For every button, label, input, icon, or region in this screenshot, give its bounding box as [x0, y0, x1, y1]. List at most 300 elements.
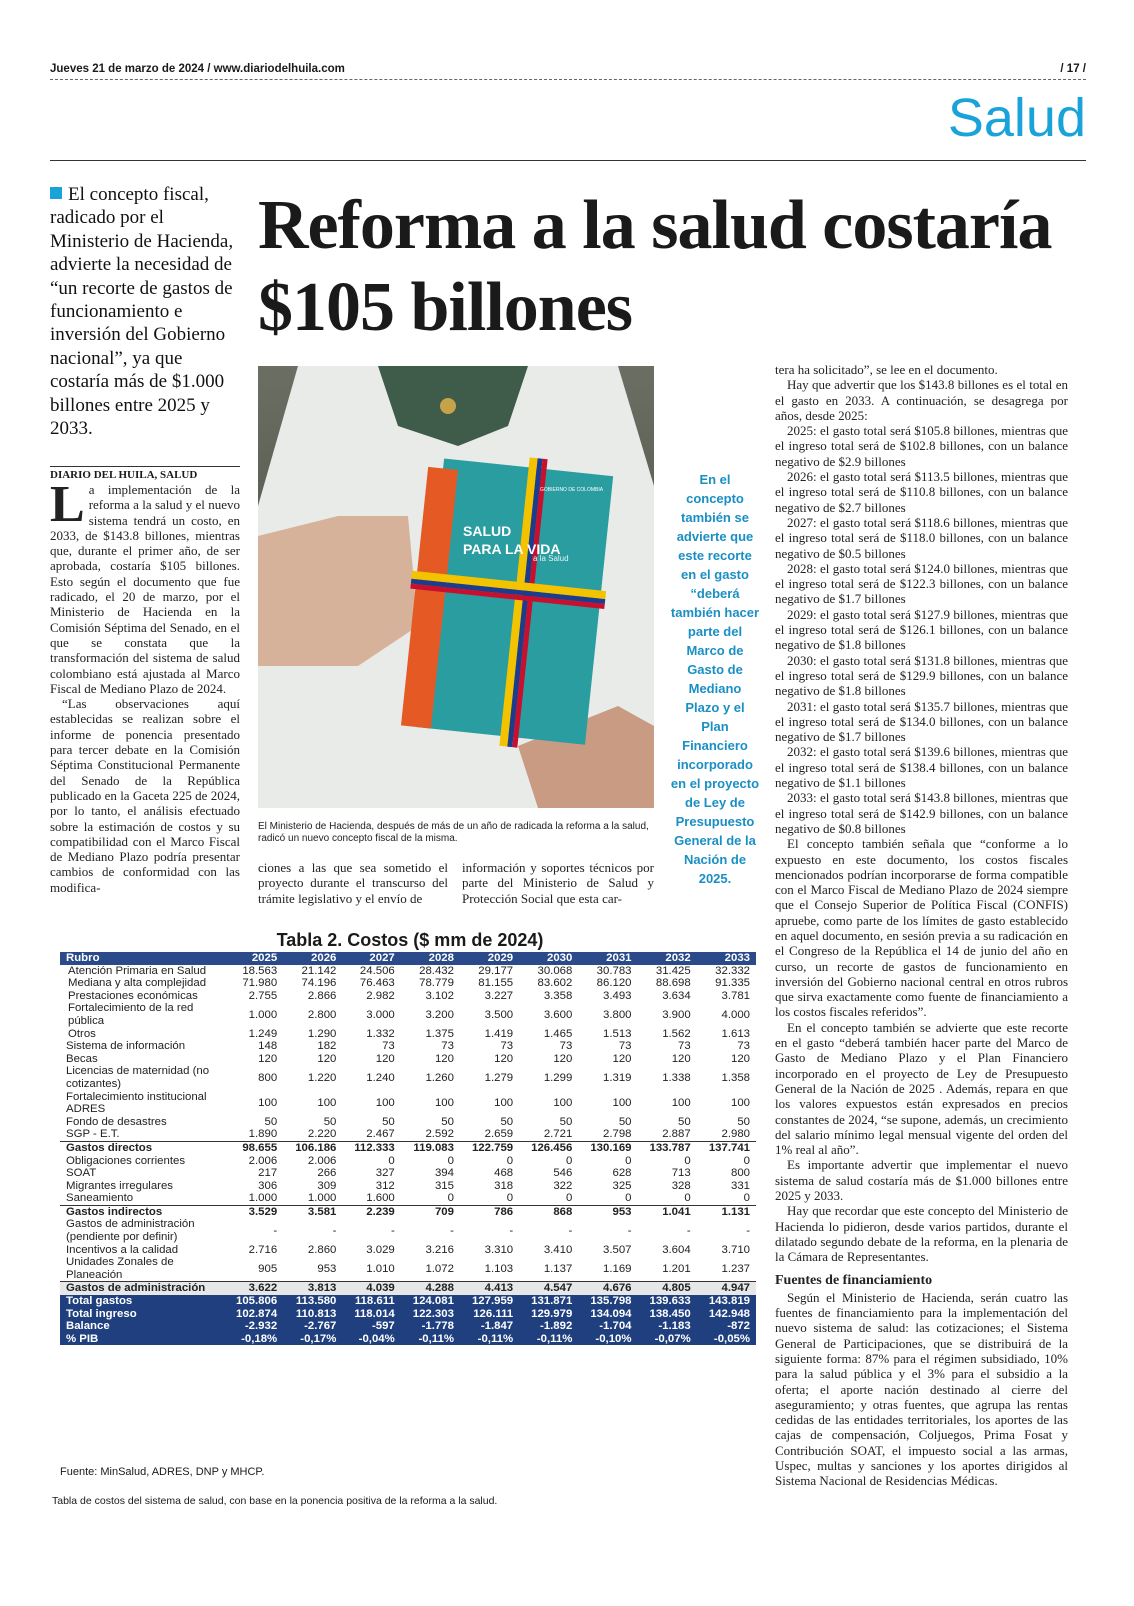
- table-cell: 1.419: [484, 1027, 514, 1040]
- table-cell: 2.982: [366, 989, 395, 1002]
- table-row: [60, 1333, 756, 1346]
- table-cell: 1.220: [307, 1071, 337, 1084]
- table-row: [60, 1091, 756, 1116]
- book-publisher: GOBIERNO DE COLOMBIA: [540, 487, 604, 493]
- table-row-label: Becas: [66, 1052, 98, 1065]
- table-cell: 2.721: [543, 1128, 573, 1141]
- table-cell: 1.000: [248, 1192, 278, 1205]
- table-cell: 1.131: [697, 1205, 756, 1218]
- table-cell: 3.900: [662, 1008, 691, 1021]
- table-cell: 2.980: [721, 1128, 750, 1141]
- lead-summary: [50, 183, 240, 440]
- article-paragraph: Hay que recordar que este concepto del Ministerio de Hacienda lo pidieron, desde varios partidos, durante el dilatado segundo debate de la reforma, en la plenaria de la Cámara de Representantes.: [775, 1203, 1068, 1265]
- table-cell: 127.959: [460, 1295, 519, 1308]
- year-item: 2033: el gasto total será $143.8 billones, mientras que el ingreso total será de $142.9 billones, con un balance negativo de $0.8 billones: [775, 790, 1068, 836]
- table-cell: 130.169: [578, 1141, 637, 1154]
- table-row: [60, 1065, 756, 1090]
- book-title-line-1: SALUD: [463, 523, 512, 539]
- table-row-label: Atención Primaria en Salud: [68, 964, 207, 977]
- table-cell: -0,11%: [519, 1333, 578, 1346]
- table-cell: 88.698: [655, 977, 691, 990]
- table-cell: 1.041: [638, 1205, 697, 1218]
- table-row: [60, 1167, 756, 1180]
- table-cell: 118.014: [342, 1308, 400, 1321]
- table-cell: 1.375: [425, 1027, 454, 1040]
- table-cell: 1.319: [603, 1071, 632, 1084]
- table-cell: 29.177: [478, 964, 514, 977]
- table-cell: 50: [618, 1115, 632, 1128]
- article-paragraph: a implementación de la reforma a la salud y el nuevo sistema tendrá un costo, en 2033, de $143.8 billones, mientras que, durante el primer año, de ser aprobada, costaría $105 billones. Esto según el documento que fue radicado, el 20 de marzo, por el Ministerio de Hacienda en la Comisión Séptima del Senado, en el que se constata que la transformación del sistema de salud colombiano está ajustada al Marco Fiscal de Mediano Plazo de 2024.: [50, 482, 240, 696]
- article-paragraph: Es importante advertir que implementar el nuevo sistema de salud costaría más de $1.000 billones entre 2025 y 2033.: [775, 1157, 1068, 1204]
- table-cell: 30.068: [537, 964, 573, 977]
- table-row-label: SOAT: [66, 1167, 97, 1180]
- table-cell: 1.358: [721, 1071, 750, 1084]
- table-cell: 4.676: [578, 1282, 637, 1295]
- table-row-label: SGP - E.T.: [66, 1128, 120, 1141]
- table-cell: 2.860: [307, 1243, 337, 1256]
- table-cell: 0: [506, 1154, 514, 1167]
- table-cell: 322: [553, 1179, 573, 1192]
- table-cell: 3.310: [484, 1243, 514, 1256]
- table-row-label: Otros: [68, 1027, 96, 1040]
- table-row-label: % PIB: [60, 1333, 224, 1346]
- year-item: 2030: el gasto total será $131.8 billones, mientras que el ingreso total será de $129.9 billones, con un balance negativo de $1.8 billones: [775, 652, 1068, 699]
- table-cell: 0: [565, 1192, 573, 1205]
- year-item: 2027: el gasto total será $118.6 billones, mientras que el ingreso total será de $118.0 billones, con un balance negativo de $0.5 billones: [775, 514, 1068, 561]
- table-cell: 2.467: [366, 1128, 395, 1141]
- table-cell: 18.563: [242, 964, 278, 977]
- table-cell: -: [332, 1224, 337, 1237]
- table-cell: 327: [375, 1167, 395, 1180]
- table-cell: 21.142: [301, 964, 337, 977]
- table-row: [60, 1155, 756, 1168]
- table-cell: -: [746, 1224, 750, 1237]
- table-cell: 1.465: [543, 1027, 573, 1040]
- table-row: [60, 1128, 756, 1141]
- byline: DIARIO DEL HUILA, SALUD: [50, 466, 240, 481]
- table-row: [60, 1002, 756, 1027]
- table-cell: 3.029: [366, 1243, 395, 1256]
- table-cell: 50: [264, 1115, 278, 1128]
- table-cell: -2.932: [224, 1320, 283, 1333]
- table-cell: 800: [258, 1071, 278, 1084]
- table-column-header: 2026: [283, 952, 342, 965]
- table-cell: 309: [317, 1179, 337, 1192]
- table-cell: 50: [559, 1115, 573, 1128]
- article-paragraph: Hay que advertir que los $143.8 billones es el total en el gasto en 2033. A continuación, se desagrega por años, desde 2025:: [775, 377, 1068, 423]
- table-cell: 2.006: [307, 1154, 337, 1167]
- table-cell: 1.000: [307, 1192, 337, 1205]
- table-cell: 905: [258, 1262, 278, 1275]
- table-cell: 1.000: [248, 1008, 278, 1021]
- table-cell: 1.010: [366, 1262, 395, 1275]
- table-cell: 3.600: [543, 1008, 573, 1021]
- bullet-square-icon: [50, 187, 62, 199]
- table-row: [60, 965, 756, 978]
- table-cell: 100: [258, 1096, 278, 1109]
- table-cell: 81.155: [478, 977, 514, 990]
- table-cell: 73: [500, 1040, 514, 1053]
- table-row: [60, 1256, 756, 1282]
- table-cell: 71.980: [242, 977, 278, 990]
- table-row-label: Licencias de maternidad (no cotizantes): [66, 1065, 210, 1090]
- table-row-label: Total ingreso: [60, 1308, 224, 1321]
- table-cell: -: [273, 1224, 278, 1237]
- table-cell: 142.948: [697, 1308, 756, 1321]
- table-cell: 31.425: [655, 964, 691, 977]
- table-row: [60, 1320, 756, 1333]
- table-cell: 331: [730, 1179, 750, 1192]
- table-cell: 1.279: [484, 1071, 514, 1084]
- table-cell: 1.249: [248, 1027, 278, 1040]
- table-caption: Tabla de costos del sistema de salud, con base en la ponencia positiva de la reforma a la salud.: [52, 1495, 498, 1507]
- headline: Reforma a la salud costaría $105 billones: [258, 187, 1052, 346]
- table-cell: 124.081: [401, 1295, 460, 1308]
- table-cell: 131.871: [519, 1295, 578, 1308]
- table-cell: 3.813: [283, 1282, 342, 1295]
- table-cell: 50: [737, 1115, 750, 1128]
- table-cell: 800: [730, 1167, 750, 1180]
- table-cell: 4.288: [401, 1282, 460, 1295]
- table-row: [60, 1028, 756, 1041]
- table-cell: 306: [258, 1179, 278, 1192]
- table-cell: 1.613: [721, 1027, 750, 1040]
- table-cell: 78.779: [419, 977, 454, 990]
- table-cell: 786: [460, 1205, 519, 1218]
- table-cell: 0: [625, 1154, 632, 1167]
- table-cell: 120: [375, 1052, 395, 1065]
- photo-caption: El Ministerio de Hacienda, después de más de un año de radicada la reforma a la salud, radicó un nuevo concepto fiscal de la misma.: [258, 821, 649, 844]
- page-number: / 17 /: [1060, 63, 1086, 75]
- table-cell: 50: [678, 1115, 691, 1128]
- table-cell: 2.798: [603, 1128, 632, 1141]
- article-column-1: [50, 476, 240, 895]
- header-date-site: Jueves 21 de marzo de 2024 / www.diariodelhuila.com: [50, 63, 345, 75]
- table-cell: 3.102: [425, 989, 454, 1002]
- table-cell: 0: [447, 1192, 454, 1205]
- table-cell: 139.633: [638, 1295, 697, 1308]
- table-cell: 3.800: [603, 1008, 632, 1021]
- table-cell: 3.622: [224, 1282, 283, 1295]
- table-cell: 50: [500, 1115, 514, 1128]
- costs-table: [60, 952, 756, 1345]
- table-row-label: Fortalecimiento institucional ADRES: [66, 1090, 207, 1116]
- table-cell: 2.716: [248, 1243, 278, 1256]
- table-cell: -0,07%: [638, 1333, 697, 1346]
- table-row: [60, 1040, 756, 1053]
- table-row: [60, 977, 756, 990]
- table-cell: 182: [317, 1040, 337, 1053]
- pull-quote: En el concepto también se advierte que este recorte en el gasto “deberá también hacer parte del Marco de Gasto de Mediano Plazo y el Plan Financiero incorporado en el proyecto de Ley de Presupuesto General de la Nación de 2025.: [670, 472, 760, 886]
- table-cell: 868: [519, 1205, 578, 1218]
- table-cell: 713: [671, 1167, 691, 1180]
- table-cell: 100: [434, 1096, 454, 1109]
- table-column-header: 2025: [224, 952, 283, 965]
- article-column-2: [258, 860, 448, 906]
- table-row: [60, 1141, 756, 1154]
- table-cell: -2.767: [283, 1320, 342, 1333]
- table-cell: 143.819: [697, 1295, 756, 1308]
- table-cell: 628: [612, 1167, 632, 1180]
- header-divider: [50, 79, 1086, 80]
- table-row-label: Total gastos: [60, 1295, 224, 1308]
- table-cell: 120: [730, 1052, 750, 1065]
- table-cell: 120: [671, 1052, 691, 1065]
- table-cell: 1.513: [603, 1027, 632, 1040]
- table-cell: 328: [671, 1179, 691, 1192]
- table-cell: 148: [258, 1040, 278, 1053]
- table-cell: -0,11%: [401, 1333, 460, 1346]
- table-cell: 126.456: [519, 1141, 578, 1154]
- photo-illustration: [258, 366, 654, 808]
- table-row: [60, 1053, 756, 1066]
- table-cell: 24.506: [359, 964, 395, 977]
- table-cell: 100: [375, 1096, 395, 1109]
- table-cell: 91.335: [715, 977, 750, 990]
- table-cell: 133.787: [638, 1141, 697, 1154]
- article-paragraph: “Las observaciones aquí establecidas se realizan sobre el informe de ponencia presentado para tercer debate en la Comisión Séptima Constitucional Permanente del Senado de la República publicado en la Gaceta 225 de 2024, por lo tanto, el análisis efectuado sobre la estimación de costos y su compatibilidad con el Marco Fiscal de Mediano Plazo podría presentar cambios de conformidad con las modifica-: [50, 696, 240, 895]
- year-item: 2025: el gasto total será $105.8 billones, mientras que el ingreso total será de $102.8 billones, con un balance negativo de $2.9 billones: [775, 423, 1068, 469]
- table-column-header: 2028: [401, 952, 460, 965]
- table-cell: 266: [317, 1167, 337, 1180]
- table-row: [60, 1180, 756, 1193]
- subheading: Fuentes de financiamiento: [775, 1272, 933, 1288]
- table-row: [60, 1205, 756, 1218]
- table-cell: 1.562: [662, 1027, 691, 1040]
- table-row-label: Gastos directos: [60, 1141, 224, 1154]
- table-cell: 134.094: [578, 1308, 637, 1321]
- table-cell: 318: [494, 1179, 514, 1192]
- table-cell: 217: [258, 1167, 278, 1180]
- table-cell: 30.783: [596, 964, 632, 977]
- table-cell: 120: [258, 1052, 278, 1065]
- table-cell: -1.183: [638, 1320, 697, 1333]
- table-cell: 3.581: [283, 1205, 342, 1218]
- table-cell: 3.604: [662, 1243, 691, 1256]
- table-row: [60, 1244, 756, 1257]
- table-cell: 3.200: [425, 1008, 454, 1021]
- table-cell: -0,10%: [578, 1333, 637, 1346]
- article-paragraph: Según el Ministerio de Hacienda, serán cuatro las fuentes de financiamiento para la implementación del nuevo sistema de salud: las cotizaciones; el Sistema General de Participaciones, que se distribuirá de la siguiente forma: 87% para el régimen subsidiado, 10% para la salud pública y el 3% para el subsidio a la oferta; el aporte nación destinado al cierre del aseguramiento; y otras fuentes, que agrupa las rentas cedidas de las entidades territoriales, los aportes de las cajas de compensación, Coljuegos, Prima Fosat y Contribución SOAT, el impuesto social a las armas, Uspec, multas y sanciones y los aportes dirigidos al Sistema Nacional de Residencias Médicas.: [775, 1289, 1068, 1489]
- table-cell: 2.659: [484, 1128, 514, 1141]
- table-cell: 3.710: [721, 1243, 750, 1256]
- table-cell: 106.186: [283, 1141, 342, 1154]
- table-cell: 2.006: [248, 1154, 278, 1167]
- table-cell: -1.847: [460, 1320, 519, 1333]
- year-item: 2029: el gasto total será $127.9 billones, mientras que el ingreso total será de $126.1 billones, con un balance negativo de $1.8 billones: [775, 606, 1068, 653]
- table-cell: 4.039: [342, 1282, 400, 1295]
- table-cell: 100: [612, 1096, 632, 1109]
- table-cell: 113.580: [283, 1295, 342, 1308]
- table-cell: 1.600: [366, 1192, 395, 1205]
- table-cell: -1.778: [401, 1320, 460, 1333]
- table-cell: 2.239: [342, 1205, 400, 1218]
- table-cell: 100: [730, 1096, 750, 1109]
- table-cell: 118.611: [342, 1295, 400, 1308]
- table-header-row: [60, 952, 756, 965]
- table-cell: 3.493: [603, 989, 632, 1002]
- table-cell: 3.507: [603, 1243, 632, 1256]
- lead-text: El concepto fiscal, radicado por el Ministerio de Hacienda, advierte la necesidad de “un recorte de gastos de funcionamiento e inversión del Gobierno nacional”, ya que costaría más de $1.000 billones entre 2025 y 2033.: [50, 184, 234, 440]
- article-paragraph: El concepto también señala que “conforme a lo expuesto en este documento, los costos fiscales mencionados podrían incorporarse de forma compatible con el Marco Fiscal de Mediano Plazo de 2024 siempre que el Consejo Superior de Política Fiscal (CONFIS) apruebe, como parte de los límites de gasto establecido en aquel documento, en sesión previa a su radicación en el Congreso de la República el 14 de junio del año en curso, un recorte de gastos de funcionamiento en inversión del Gobierno nacional central en otros rubros que sirva exactamente como fuente de financiamiento a los costos fiscales referidos”.: [775, 836, 1068, 1020]
- table-cell: -: [627, 1224, 632, 1237]
- table-cell: 2.866: [307, 989, 337, 1002]
- table-cell: 110.813: [283, 1308, 342, 1321]
- table-row-label: Incentivos a la calidad: [66, 1243, 179, 1256]
- table-cell: 3.227: [484, 989, 514, 1002]
- table-column-header: Rubro: [60, 952, 224, 965]
- table-cell: 73: [382, 1040, 395, 1053]
- table-cell: 1.201: [662, 1262, 691, 1275]
- table-row-label: Obligaciones corrientes: [66, 1154, 186, 1167]
- section-title: Salud: [947, 88, 1086, 148]
- table-row-label: Prestaciones económicas: [68, 989, 198, 1002]
- table-cell: 1.260: [425, 1071, 454, 1084]
- table-row: [60, 990, 756, 1003]
- table-column-header: 2027: [342, 952, 400, 965]
- table-cell: 468: [494, 1167, 514, 1180]
- article-paragraph: información y soportes técnicos por parte del Ministerio de Salud y Protección Social que esta car-: [462, 860, 654, 906]
- table-cell: 4.000: [721, 1008, 750, 1021]
- table-cell: 1.299: [543, 1071, 573, 1084]
- table-row-label: Fortalecimiento de la red pública: [68, 1002, 194, 1027]
- table-row-label: Balance: [60, 1320, 224, 1333]
- table-cell: 137.741: [697, 1141, 756, 1154]
- table-column-header: 2029: [460, 952, 519, 965]
- table-source: Fuente: MinSalud, ADRES, DNP y MHCP.: [60, 1466, 265, 1478]
- table-cell: 28.432: [419, 964, 454, 977]
- table-row: [60, 1282, 756, 1295]
- year-item: 2032: el gasto total será $139.6 billones, mientras que el ingreso total será de $138.4 billones, con un balance negativo de $1.1 billones: [775, 744, 1068, 791]
- table-cell: 73: [618, 1040, 632, 1053]
- table-row-label: Unidades Zonales de Planeación: [66, 1256, 174, 1281]
- table-cell: 126.111: [460, 1308, 519, 1321]
- year-item: 2031: el gasto total será $135.7 billones, mientras que el ingreso total será de $134.0 billones, con un balance negativo de $1.7 billones: [775, 698, 1068, 745]
- table-cell: -: [568, 1224, 573, 1237]
- table-cell: -872: [697, 1320, 756, 1333]
- table-cell: 50: [323, 1115, 337, 1128]
- table-cell: 1.890: [248, 1128, 278, 1141]
- table-row-label: Gastos de administración (pendiente por definir): [66, 1218, 195, 1244]
- table-cell: 1.290: [307, 1027, 337, 1040]
- table-cell: 546: [553, 1167, 573, 1180]
- table-cell: 3.529: [224, 1205, 283, 1218]
- table-cell: 0: [743, 1154, 750, 1167]
- table-cell: 0: [388, 1154, 395, 1167]
- table-cell: 100: [553, 1096, 573, 1109]
- table-row: [60, 1116, 756, 1129]
- book-title-line-2: PARA LA VIDA: [463, 541, 561, 557]
- table-cell: 0: [447, 1154, 454, 1167]
- dropcap: L: [50, 476, 85, 533]
- table-cell: 76.463: [359, 977, 395, 990]
- table-cell: 4.947: [697, 1282, 756, 1295]
- table-row: [60, 1192, 756, 1205]
- table-column-header: 2031: [578, 952, 637, 965]
- table-row-label: Saneamiento: [66, 1192, 134, 1205]
- table-cell: 2.755: [248, 989, 278, 1002]
- table-cell: -0,11%: [460, 1333, 519, 1346]
- table-cell: 3.358: [543, 989, 573, 1002]
- table-cell: 73: [441, 1040, 454, 1053]
- table-column-header: 2030: [519, 952, 578, 965]
- section-rule: [50, 160, 1086, 161]
- table-cell: 315: [434, 1179, 454, 1192]
- table-cell: 0: [743, 1192, 750, 1205]
- table-cell: 50: [441, 1115, 454, 1128]
- table-cell: 2.220: [307, 1128, 337, 1141]
- table-cell: 119.083: [401, 1141, 460, 1154]
- table-cell: 394: [434, 1167, 454, 1180]
- table-row: [60, 1295, 756, 1308]
- table-cell: -: [450, 1224, 454, 1237]
- table-cell: 3.781: [721, 989, 750, 1002]
- table-row-label: Gastos de administración: [60, 1282, 224, 1295]
- table-cell: -1.892: [519, 1320, 578, 1333]
- table-cell: 1.338: [662, 1071, 691, 1084]
- article-paragraph: ciones a las que sea sometido el proyecto durante el transcurso del trámite legislativo y el envío de: [258, 860, 448, 906]
- table-cell: 4.413: [460, 1282, 519, 1295]
- table-cell: 112.333: [342, 1141, 400, 1154]
- table-cell: 953: [317, 1262, 337, 1275]
- table-cell: 73: [559, 1040, 573, 1053]
- table-cell: 2.592: [425, 1128, 454, 1141]
- table-cell: 32.332: [715, 964, 750, 977]
- year-item: 2028: el gasto total será $124.0 billones, mientras que el ingreso total será de $122.3 billones, con un balance negativo de $1.7 billones: [775, 560, 1068, 607]
- table-cell: 2.887: [662, 1128, 691, 1141]
- book-subtitle: a la Salud: [533, 554, 569, 563]
- table-cell: 4.805: [638, 1282, 697, 1295]
- table-cell: 100: [494, 1096, 514, 1109]
- table-cell: -597: [342, 1320, 400, 1333]
- table-cell: 709: [401, 1205, 460, 1218]
- table-cell: -0,17%: [283, 1333, 342, 1346]
- table-cell: 122.759: [460, 1141, 519, 1154]
- table-cell: 1.103: [484, 1262, 514, 1275]
- table-cell: 74.196: [301, 977, 337, 990]
- table-cell: 86.120: [596, 977, 632, 990]
- table-cell: 83.602: [537, 977, 573, 990]
- article-column-right: [775, 362, 1068, 1489]
- article-paragraph: tera ha solicitado”, se lee en el documento.: [775, 362, 998, 377]
- table-cell: 0: [684, 1192, 691, 1205]
- table-cell: -0,05%: [697, 1333, 756, 1346]
- table-row-label: Mediana y alta complejidad: [68, 977, 207, 990]
- table-row-label: Migrantes irregulares: [66, 1179, 173, 1192]
- table-cell: 1.237: [721, 1262, 750, 1275]
- table-cell: -: [390, 1224, 395, 1237]
- table-cell: 325: [612, 1179, 632, 1192]
- table-cell: 100: [671, 1096, 691, 1109]
- table-cell: 98.655: [224, 1141, 283, 1154]
- table-cell: 135.798: [578, 1295, 637, 1308]
- table-cell: 1.137: [543, 1262, 573, 1275]
- table-cell: 102.874: [224, 1308, 283, 1321]
- table-cell: 138.450: [638, 1308, 697, 1321]
- table-cell: 3.410: [543, 1243, 573, 1256]
- table-cell: 3.500: [484, 1008, 514, 1021]
- table-cell: -0,04%: [342, 1333, 400, 1346]
- table-cell: 120: [434, 1052, 454, 1065]
- table-cell: -: [686, 1224, 691, 1237]
- table-cell: 0: [684, 1154, 691, 1167]
- table-cell: 120: [317, 1052, 337, 1065]
- table-cell: 3.634: [662, 989, 691, 1002]
- table-cell: 312: [375, 1179, 395, 1192]
- table-cell: 3.000: [366, 1008, 395, 1021]
- table-cell: -: [509, 1224, 514, 1237]
- table-cell: 1.072: [425, 1262, 454, 1275]
